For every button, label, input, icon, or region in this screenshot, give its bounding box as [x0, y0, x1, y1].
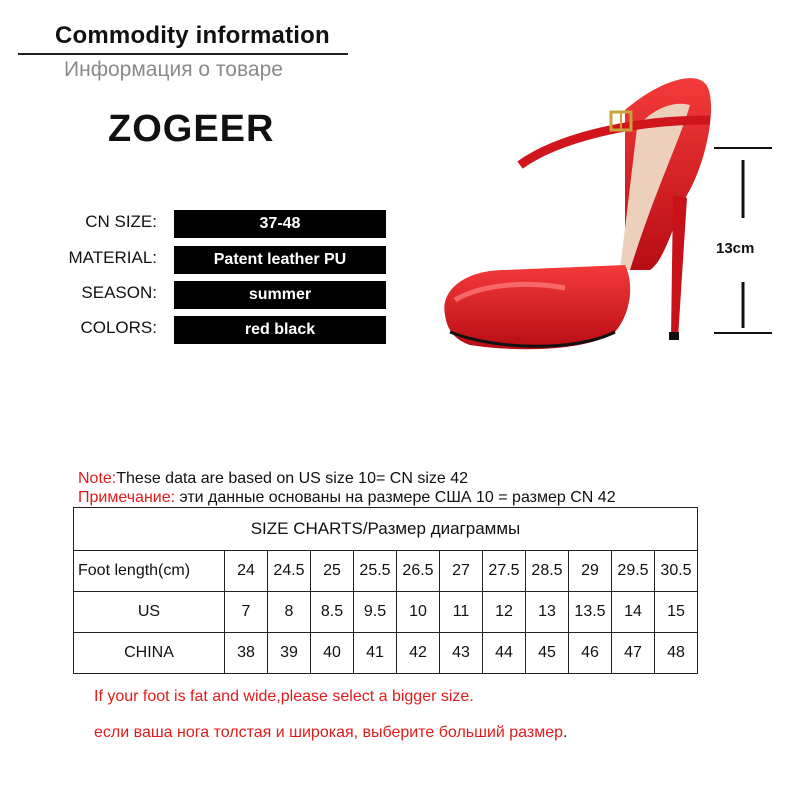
table-cell: 7 [225, 592, 268, 633]
table-cell: 39 [268, 633, 311, 674]
table-cell: 29 [569, 551, 612, 592]
table-cell: 42 [397, 633, 440, 674]
table-cell: 13 [526, 592, 569, 633]
table-cell: 8.5 [311, 592, 354, 633]
table-cell: 28.5 [526, 551, 569, 592]
table-cell: 46 [569, 633, 612, 674]
note-english [78, 470, 468, 488]
table-cell: 25 [311, 551, 354, 592]
table-cell: 27 [440, 551, 483, 592]
table-cell: 27.5 [483, 551, 526, 592]
shoe-stiletto-heel [671, 195, 687, 338]
spec-label-colors: COLORS: [80, 318, 157, 337]
note-text-ru: эти данные основаны на размере США 10 = размер CN 42 [175, 489, 616, 506]
table-cell: 38 [225, 633, 268, 674]
table-cell: 48 [655, 633, 698, 674]
table-cell: 15 [655, 592, 698, 633]
table-row [74, 592, 698, 633]
heel-height-label: 13cm [716, 240, 755, 257]
advice-russian [94, 724, 567, 742]
table-row [74, 551, 698, 592]
note-prefix-ru: Примечание: [78, 489, 176, 506]
table-cell: 9.5 [354, 592, 397, 633]
table-cell: 24.5 [268, 551, 311, 592]
advice-russian-text: если ваша нога толстая и широкая, выберите больший размер [94, 724, 564, 741]
table-row [74, 633, 698, 674]
spec-value-size: 37-48 [174, 210, 386, 238]
table-cell: 45 [526, 633, 569, 674]
shoe-heel-tip [669, 332, 679, 340]
table-cell: 44 [483, 633, 526, 674]
product-shoe-image [425, 70, 725, 360]
advice-english: If your foot is fat and wide,please select a bigger size. [94, 688, 474, 705]
spec-value-colors: red black [174, 316, 386, 344]
spec-label-material: MATERIAL: [68, 248, 157, 267]
section-title: Commodity information [55, 22, 330, 49]
note-text: These data are based on US size 10= CN size 42 [116, 470, 469, 487]
title-underline [18, 53, 348, 55]
table-cell: 43 [440, 633, 483, 674]
table-cell: 11 [440, 592, 483, 633]
table-cell: 10 [397, 592, 440, 633]
table-cell: 8 [268, 592, 311, 633]
row-header-us: US [74, 592, 225, 633]
size-chart-table [73, 507, 698, 674]
brand-name: ZOGEER [108, 108, 275, 150]
table-cell: 47 [612, 633, 655, 674]
table-cell: 40 [311, 633, 354, 674]
table-cell: 30.5 [655, 551, 698, 592]
table-cell: 24 [225, 551, 268, 592]
table-cell: 26.5 [397, 551, 440, 592]
spec-value-material: Patent leather PU [174, 246, 386, 274]
row-header-foot-length: Foot length(cm) [74, 551, 225, 592]
spec-label-size: CN SIZE: [85, 212, 157, 231]
table-cell: 25.5 [354, 551, 397, 592]
note-russian [78, 489, 616, 507]
spec-value-season: summer [174, 281, 386, 309]
section-subtitle: Информация о товаре [64, 58, 283, 81]
table-cell: 12 [483, 592, 526, 633]
table-cell: 29.5 [612, 551, 655, 592]
table-cell: 14 [612, 592, 655, 633]
row-header-china: CHINA [74, 633, 225, 674]
table-cell: 13.5 [569, 592, 612, 633]
note-prefix: Note: [78, 470, 117, 487]
advice-russian-period: . [563, 724, 568, 741]
spec-label-season: SEASON: [81, 283, 157, 302]
table-cell: 41 [354, 633, 397, 674]
size-chart-title: SIZE CHARTS/Размер диаграммы [74, 508, 698, 551]
